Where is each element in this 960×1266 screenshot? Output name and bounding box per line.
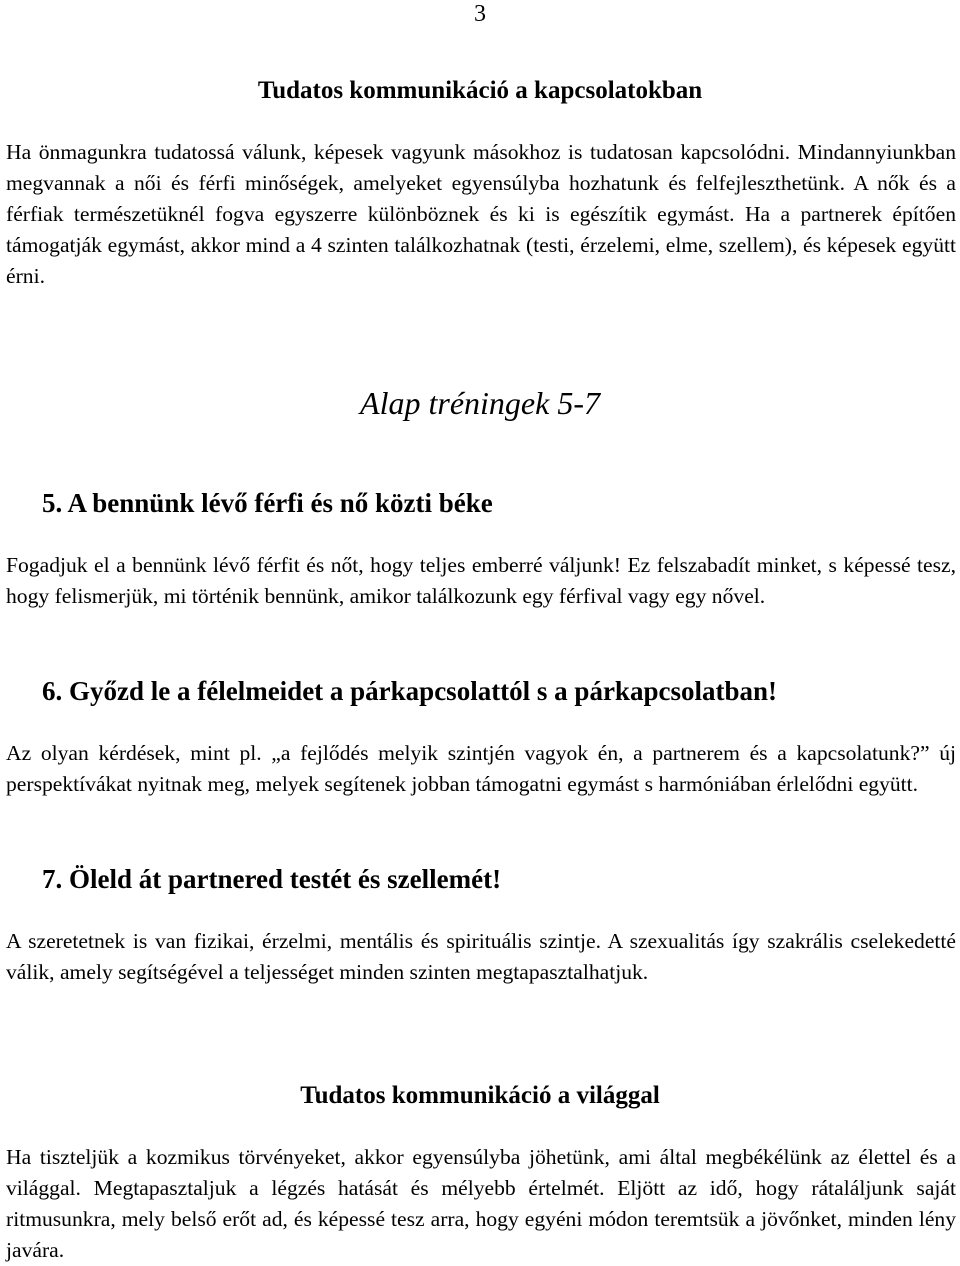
training-5-paragraph: Fogadjuk el a bennünk lévő férfit és nőt, hogy teljes emberré váljunk! Ez felszabadít minket, s képessé tesz, hogy felismerjük, mi történik bennünk, amikor találkozunk egy férfival vagy egy nővel. — [6, 553, 956, 608]
training-5-title: 5. A bennünk lévő férfi és nő közti béke — [42, 488, 493, 518]
section-title-world: Tudatos kommunikáció a világgal — [300, 1082, 660, 1109]
page-number: 3 — [474, 1, 486, 27]
section-title-relationships: Tudatos kommunikáció a kapcsolatokban — [257, 77, 703, 104]
paragraph-relationships: Ha önmagunkra tudatossá válunk, képesek vagyunk másokhoz is tudatosan kapcsolódni. Mindannyiunkban megvannak a női és férfi minőségek, amelyeket egyensúlyba hozhatunk és felfejleszthetünk. A nők és a férfiak természetüknél fogva egyszerre különböznek és ki is egészítik egymást. Ha a partnerek építően támogatják egymást, akkor mind a 4 szinten találkozhatnak (testi, érzelemi, elme, szellem), és képesek együtt érni. — [6, 140, 956, 288]
training-6-title: 6. Győzd le a félelmeidet a párkapcsolattól s a párkapcsolatban! — [42, 676, 777, 706]
training-6-paragraph: Az olyan kérdések, mint pl. „a fejlődés melyik szintjén vagyok én, a partnerem és a kapcsolatunk?” új perspektívákat nyitnak meg, melyek segítenek jobban támogatni egymást s harmóniában érlelődni együtt. — [6, 741, 956, 796]
training-7-title: 7. Öleld át partnered testét és szellemét! — [42, 864, 502, 894]
paragraph-world: Ha tiszteljük a kozmikus törvényeket, akkor egyensúlyba jöhetünk, ami által megbékélünk az élettel és a világgal. Megtapasztaljuk a légzés hatását és mélyebb értelmét. Eljött az idő, hogy rátaláljunk saját ritmusunkra, mely belső erőt ad, és képessé tesz arra, hogy egyéni módon teremtsük a jövőnket, minden lény javára. — [6, 1145, 956, 1262]
training-7-paragraph: A szeretetnek is van fizikai, érzelmi, mentális és spirituális szintje. A szexualitás így szakrális cselekedetté válik, amely segítségével a teljességet minden szinten megtapasztalhatjuk. — [6, 929, 956, 984]
trainings-title: Alap tréningek 5-7 — [360, 385, 600, 421]
